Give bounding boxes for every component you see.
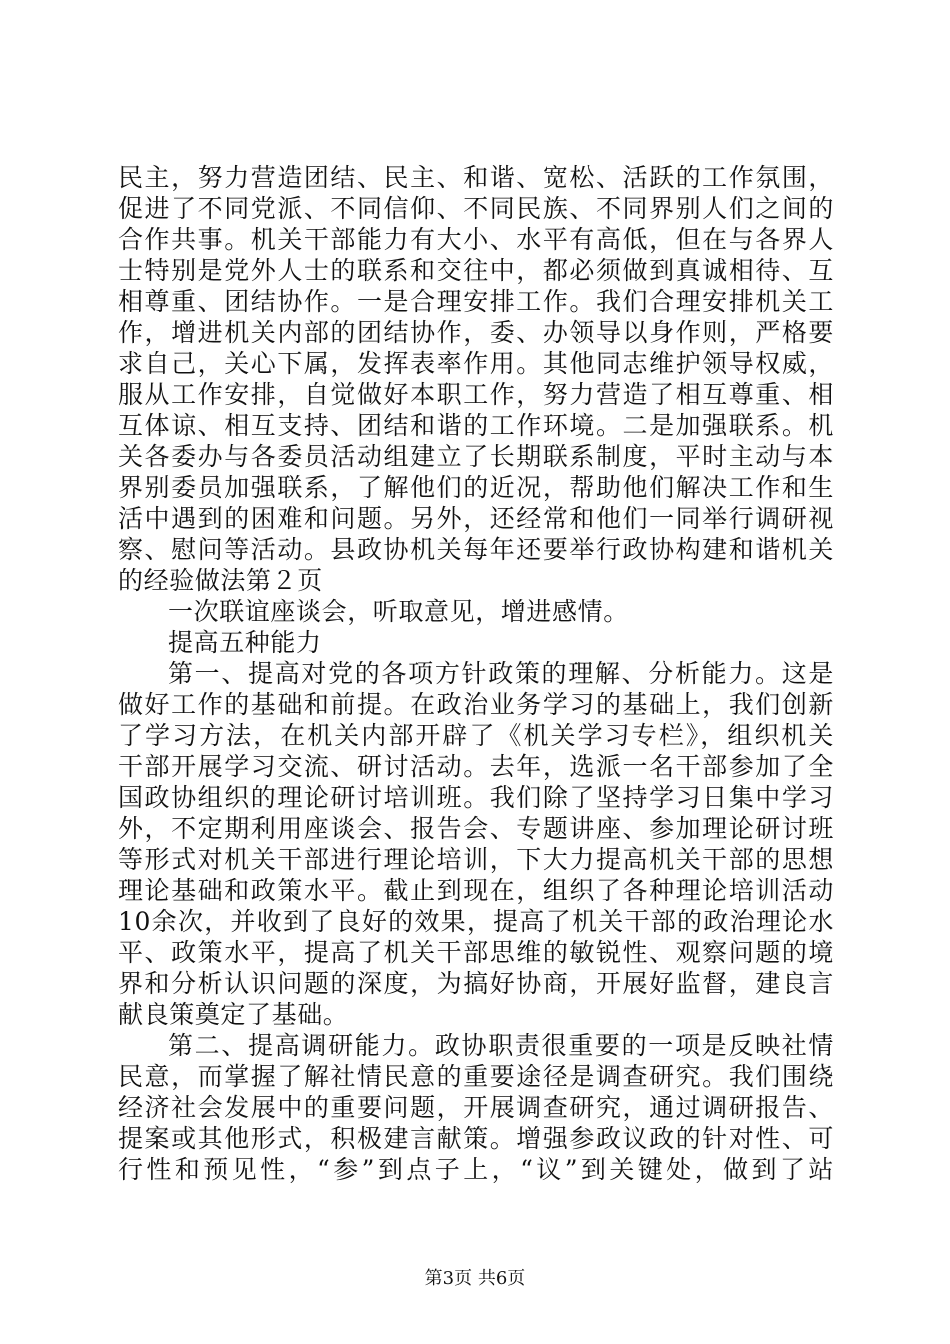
text-line: 平、政策水平，提高了机关干部思维的敏锐性、观察问题的境 [118,938,834,967]
text-line: 干部开展学习交流、研讨活动。去年，选派一名干部参加了全 [118,752,834,781]
text-line: 行性和预见性，“参”到点子上，“议”到关键处，做到了站 [118,1155,834,1184]
text-line: 提高五种能力 [168,628,322,657]
text-line: 了学习方法，在机关内部开辟了《机关学习专栏》，组织机关 [118,721,834,750]
text-line: 活中遇到的困难和问题。另外，还经常和他们一同举行调研视 [118,504,834,533]
text-line: 界别委员加强联系，了解他们的近况，帮助他们解决工作和生 [118,473,834,502]
text-line: 等形式对机关干部进行理论培训，下大力提高机关干部的思想 [118,845,834,874]
text-line: 相尊重、团结协作。一是合理安排工作。我们合理安排机关工 [118,287,834,316]
text-line: 求自己，关心下属，发挥表率作用。其他同志维护领导权威， [118,349,834,378]
text-line: 经济社会发展中的重要问题，开展调查研究，通过调研报告、 [118,1093,834,1122]
text-line: 的经验做法第２页 [118,566,323,595]
text-line: 第一、提高对党的各项方针政策的理解、分析能力。这是 [168,659,834,688]
text-line: 关各委办与各委员活动组建立了长期联系制度，平时主动与本 [118,442,834,471]
text-line: 国政协组织的理论研讨培训班。我们除了坚持学习日集中学习 [118,783,834,812]
text-line: 互体谅、相互支持、团结和谐的工作环境。二是加强联系。机 [118,411,834,440]
text-line: 界和分析认识问题的深度，为搞好协商，开展好监督，建良言 [118,969,834,998]
text-line: 第二、提高调研能力。政协职责很重要的一项是反映社情 [168,1031,834,1060]
text-line: 提案或其他形式，积极建言献策。增强参政议政的针对性、可 [118,1124,834,1153]
text-line: 合作共事。机关干部能力有大小、水平有高低，但在与各界人 [118,225,834,254]
text-line: 察、慰问等活动。县政协机关每年还要举行政协构建和谐机关 [118,535,834,564]
text-line: 做好工作的基础和前提。在政治业务学习的基础上，我们创新 [118,690,834,719]
text-line: 10余次，并收到了良好的效果，提高了机关干部的政治理论水 [118,907,834,936]
text-line: 外，不定期利用座谈会、报告会、专题讲座、参加理论研讨班 [118,814,834,843]
page-footer: 第3页 共6页 [424,1268,526,1289]
text-line: 一次联谊座谈会，听取意见，增进感情。 [168,597,629,626]
text-line: 士特别是党外人士的联系和交往中，都必须做到真诚相待、互 [118,256,834,285]
body-text [118,162,834,1185]
text-line: 服从工作安排，自觉做好本职工作，努力营造了相互尊重、相 [118,380,834,409]
text-line: 献良策奠定了基础。 [118,1000,349,1029]
text-line: 作，增进机关内部的团结协作，委、办领导以身作则，严格要 [118,318,834,347]
text-line: 民意，而掌握了解社情民意的重要途径是调查研究。我们围绕 [118,1062,834,1091]
text-line: 促进了不同党派、不同信仰、不同民族、不同界别人们之间的 [118,194,834,223]
text-line: 理论基础和政策水平。截止到现在，组织了各种理论培训活动 [118,876,834,905]
text-line: 民主，努力营造团结、民主、和谐、宽松、活跃的工作氛围， [118,163,834,192]
